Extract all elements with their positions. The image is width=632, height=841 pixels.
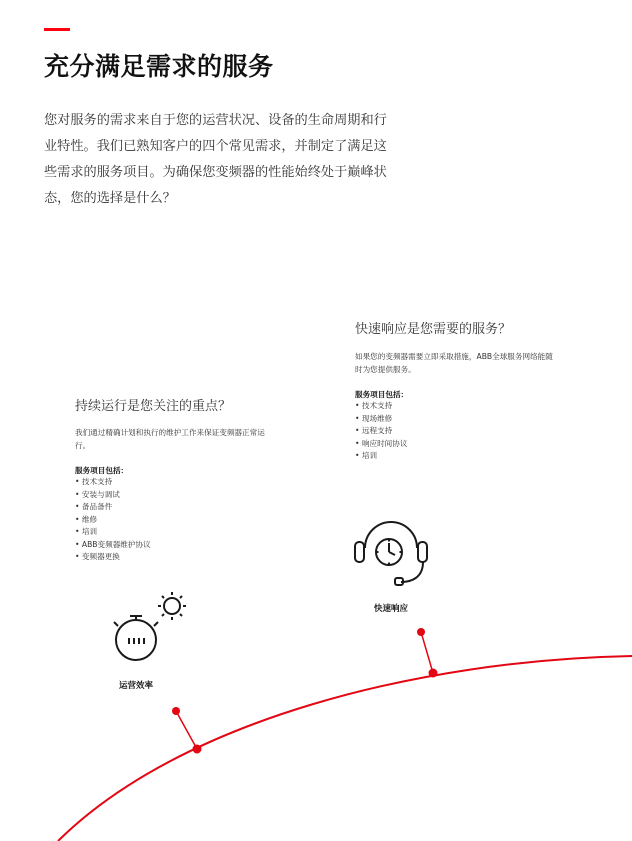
list-item: • 响应时间协议 — [355, 438, 565, 451]
connector-dot-eff-top — [172, 707, 180, 715]
connector-line-eff — [176, 711, 197, 749]
section-continuous-operation — [75, 395, 285, 564]
connector-line-fast — [421, 632, 433, 673]
list-item: • 培训 — [355, 450, 565, 463]
list-item: • 技术支持 — [75, 476, 285, 489]
items-heading: 服务项目包括： — [75, 466, 129, 475]
section-description: 我们通过精确计划和执行的维护工作来保证变频器正常运行。 — [75, 428, 265, 450]
list-item: • 现场维修 — [355, 413, 565, 426]
icon-label-fast-response: 快速响应 — [373, 604, 408, 614]
list-item: • ABB变频器维护协议 — [75, 539, 285, 552]
list-item: • 变频器更换 — [75, 551, 285, 564]
intro-paragraph: 您对服务的需求来自于您的运营状况、设备的生命周期和行业特性。我们已熟知客户的四个常见需求，并制定了满足这些需求的服务项目。为确保您变频器的性能始终处于巅峰状态，您的选择是什么？ — [44, 113, 387, 206]
section-fast-response — [355, 318, 565, 463]
section-title: 持续运行是您关注的重点？ — [75, 399, 232, 414]
service-items-list — [75, 476, 285, 564]
service-items-list — [355, 400, 565, 463]
list-item: • 安装与调试 — [75, 489, 285, 502]
list-item: • 维修 — [75, 514, 285, 527]
section-description: 如果您的变频器需要立即采取措施，ABB全球服务网络能随时为您提供服务。 — [355, 352, 553, 374]
icon-label-efficiency: 运营效率 — [118, 681, 153, 691]
list-item: • 技术支持 — [355, 400, 565, 413]
page-title: 充分满足需求的服务 — [44, 52, 274, 81]
timeline-dot-eff — [193, 745, 202, 754]
list-item: • 备品备件 — [75, 501, 285, 514]
list-item: • 培训 — [75, 526, 285, 539]
connector-dot-fast-top — [417, 628, 425, 636]
list-item: • 远程支持 — [355, 425, 565, 438]
headset-clock-icon — [351, 512, 431, 592]
items-heading: 服务项目包括： — [355, 390, 409, 399]
section-title: 快速响应是您需要的服务？ — [355, 322, 512, 337]
timeline-dot-fast — [429, 669, 438, 678]
stopwatch-gear-icon — [108, 590, 188, 660]
accent-bar — [44, 28, 70, 31]
